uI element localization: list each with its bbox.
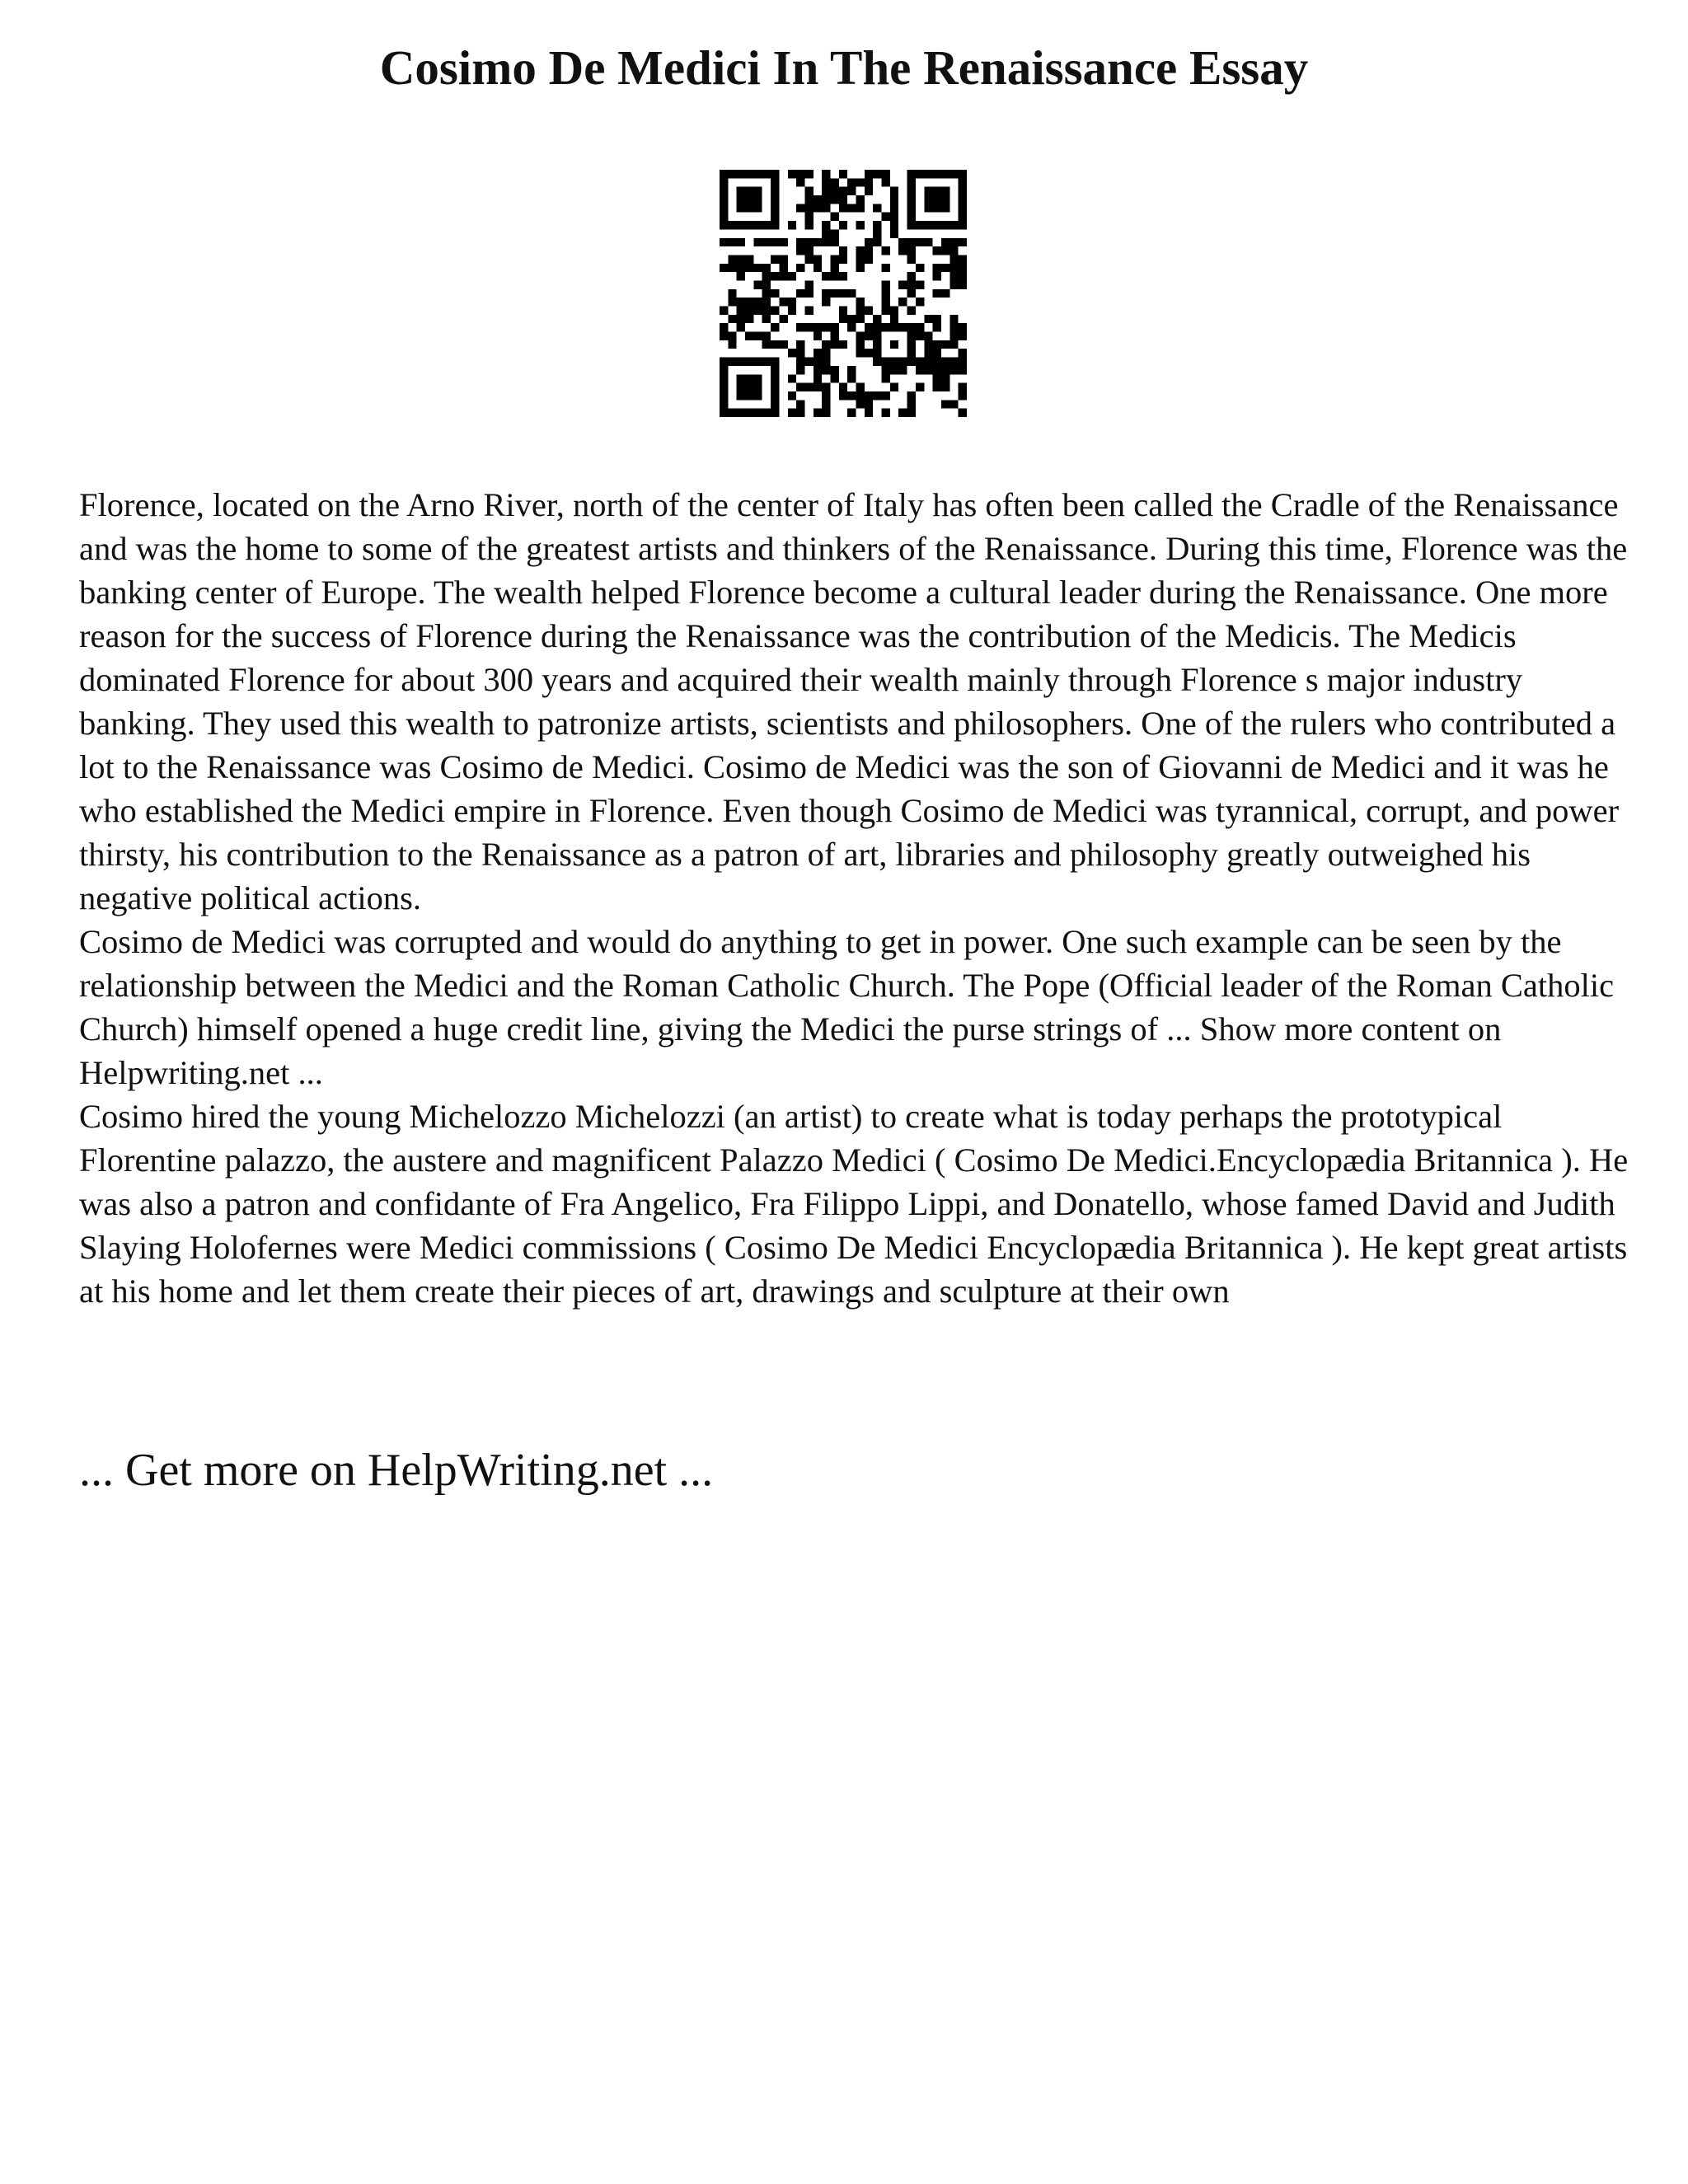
essay-body	[79, 483, 1629, 1313]
get-more-link[interactable]: ... Get more on HelpWriting.net ...	[79, 1445, 714, 1496]
qr-code-icon	[720, 170, 967, 417]
paragraph-corruption: Cosimo de Medici was corrupted and would do anything to get in power. One such example can be seen by the relationship between the Medici and the Roman Catholic Church. The Pope (Official leader of the Roman Catholic Church) himself opened a huge credit line, giving the Medici the purse strings of ... Show more content on Helpwriting.net ...	[79, 923, 1615, 1091]
paragraph-patronage: Cosimo hired the young Michelozzo Michelozzi (an artist) to create what is today perhaps the prototypical Florentine palazzo, the austere and magnificent Palazzo Medici ( Cosimo De Medici.Encyclopædia Britannica ). He was also a patron and confidante of Fra Angelico, Fra Filippo Lippi, and Donatello, whose famed David and Judith Slaying Holofernes were Medici commissions ( Cosimo De Medici Encyclopædia Britannica ). He kept great artists at his home and let them create their pieces of art, drawings and sculpture at their own	[79, 1098, 1629, 1310]
paragraph-intro: Florence, located on the Arno River, north of the center of Italy has often been called the Cradle of the Renaissance and was the home to some of the greatest artists and thinkers of the Renaissance. During this time, Florence was the banking center of Europe. The wealth helped Florence become a cultural leader during the Renaissance. One more reason for the success of Florence during the Renaissance was the contribution of the Medicis. The Medicis dominated Florence for about 300 years and acquired their wealth mainly through Florence s major industry banking. They used this wealth to patronize artists, scientists and philosophers. One of the rulers who contributed a lot to the Renaissance was Cosimo de Medici. Cosimo de Medici was the son of Giovanni de Medici and it was he who established the Medici empire in Florence. Even though Cosimo de Medici was tyrannical, corrupt, and power thirsty, his contribution to the Renaissance as a patron of art, libraries and philosophy greatly outweighed his negative political actions.	[79, 486, 1628, 916]
page-title: Cosimo De Medici In The Renaissance Essay	[379, 40, 1309, 95]
